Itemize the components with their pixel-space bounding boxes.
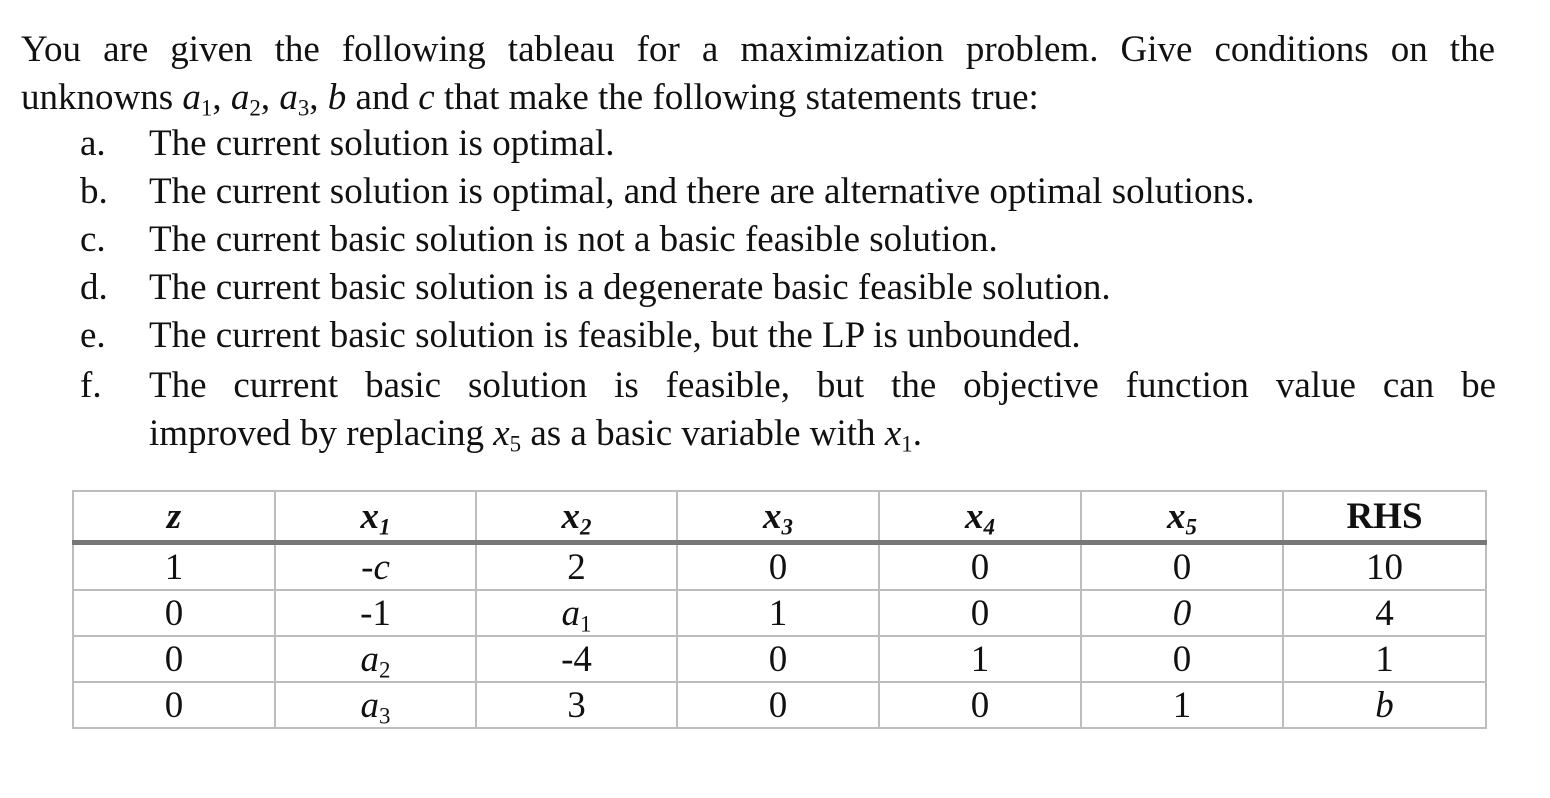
list-item	[80, 218, 1496, 266]
problem-statement	[21, 26, 1495, 122]
table-cell: 0	[73, 590, 275, 636]
item-marker: f.	[80, 365, 102, 406]
table-cell: 0	[677, 636, 879, 682]
list-item	[80, 122, 1496, 170]
table-row	[73, 636, 1486, 682]
item-marker: d.	[80, 267, 108, 308]
header-x4: $x_4$	[879, 491, 1081, 543]
item-text: The current solution is optimal.	[149, 123, 615, 164]
table-cell: 0	[1081, 543, 1283, 591]
item-marker: b.	[80, 171, 108, 212]
table-cell: 2	[476, 543, 677, 591]
table-cell: 0	[73, 682, 275, 728]
table-cell: 0	[879, 543, 1081, 591]
item-text: The current basic solution is not a basic feasible solution.	[149, 219, 998, 260]
table-cell: 0	[73, 636, 275, 682]
table-cell: 1	[73, 543, 275, 591]
table-cell: b	[1283, 682, 1486, 728]
list-item	[80, 314, 1496, 362]
list-item	[80, 266, 1496, 314]
intro-line-2: unknowns $a_1$, $a_2$, $a_3$, b and c that make the following statements true:	[21, 77, 1039, 121]
table-row	[73, 682, 1486, 728]
header-x2: $x_2$	[476, 491, 677, 543]
statement-list	[80, 122, 1496, 458]
table-header-row	[73, 491, 1486, 543]
simplex-tableau	[72, 490, 1487, 729]
intro-line-1: You are given the following tableau for a maximization problem. Give conditions on the	[21, 29, 1495, 70]
table-cell: 1	[1081, 682, 1283, 728]
header-x1: $x_1$	[275, 491, 476, 543]
table-row	[73, 590, 1486, 636]
table-cell: -1	[275, 590, 476, 636]
list-item	[80, 362, 1496, 458]
item-text: The current basic solution is feasible, but the LP is unbounded.	[149, 315, 1081, 356]
list-item	[80, 170, 1496, 218]
table-cell: 0	[677, 682, 879, 728]
table-cell: $a_3$	[275, 682, 476, 728]
table-cell: -c	[275, 543, 476, 591]
header-z: z	[73, 491, 275, 543]
table-cell: $a_1$	[476, 590, 677, 636]
table-cell: 0	[1081, 636, 1283, 682]
table-cell: 0	[1081, 590, 1283, 636]
header-x3: $x_3$	[677, 491, 879, 543]
item-text: The current basic solution is a degenerate basic feasible solution.	[149, 267, 1111, 308]
item-marker: a.	[80, 123, 106, 164]
table-cell: 10	[1283, 543, 1486, 591]
table-cell: 1	[1283, 636, 1486, 682]
item-marker: e.	[80, 315, 106, 356]
item-text: The current solution is optimal, and there are alternative optimal solutions.	[149, 171, 1255, 212]
table-cell: -4	[476, 636, 677, 682]
table-cell: 1	[879, 636, 1081, 682]
table-cell: 0	[879, 682, 1081, 728]
table-cell: $a_2$	[275, 636, 476, 682]
item-marker: c.	[80, 219, 106, 260]
table-cell: 0	[879, 590, 1081, 636]
header-rhs: RHS	[1283, 491, 1486, 543]
table-cell: 0	[677, 543, 879, 591]
table-cell: 3	[476, 682, 677, 728]
table-row	[73, 543, 1486, 591]
item-text: The current basic solution is feasible, but the objective function value can be improved by replacing $x_5$ as a basic variable with $x_1$.	[149, 365, 1496, 457]
table-cell: 4	[1283, 590, 1486, 636]
header-x5: $x_5$	[1081, 491, 1283, 543]
table-cell: 1	[677, 590, 879, 636]
